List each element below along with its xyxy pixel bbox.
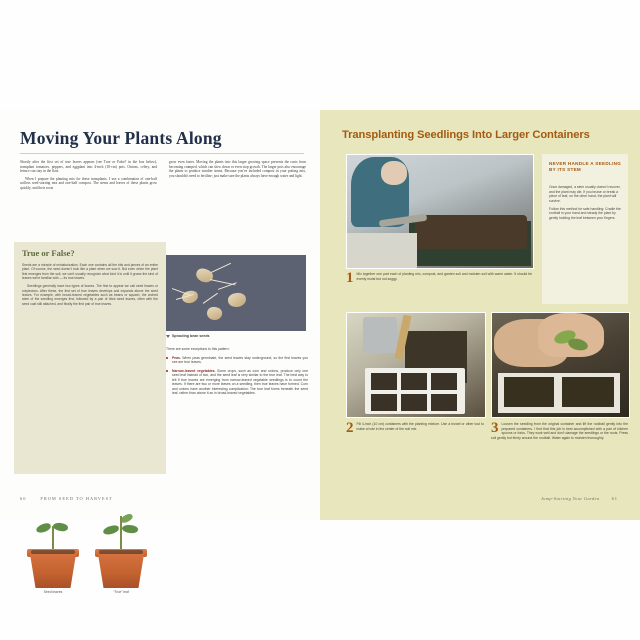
photo-caption [166,334,308,338]
title-divider [20,153,304,154]
leaf-icon [52,521,68,532]
sprouting-bean-seeds-photo [166,255,306,331]
intro-column-2 [169,160,306,220]
cell-soil [401,373,427,390]
list-item [166,369,308,396]
page-number-right: 61 [611,496,618,501]
leaf-icon [102,524,119,535]
bullets-intro: There are some exceptions to this pattern: [166,347,230,351]
photo-filling-containers [346,312,486,418]
step-3 [491,422,628,440]
seedling-illustration [18,502,154,598]
never-handle-note [542,154,628,304]
pot-soil [31,550,75,554]
pot-body [30,554,76,588]
left-page [0,110,320,594]
note-paragraph-1: Once damaged, a stem usually doesn't recover, and the plant may die. If you bruise or break a piece of leaf, on the other hand, the plant will survive. [549,185,621,203]
table-surface [347,233,417,268]
pot-seed-leaves [22,502,84,598]
page-number-left: 60 [20,496,27,501]
leaf-icon [121,524,138,535]
note-heading: NEVER HANDLE A SEEDLING BY ITS STEM [549,161,622,172]
list-item-term: Narrow-leaved vegetables. [172,368,216,373]
intro-columns [20,160,306,220]
pot-soil [99,550,143,554]
leaf-icon [35,522,52,534]
right-footer [541,496,618,501]
sidebar-heading: True or False? [22,248,75,258]
cell-soil [562,377,614,407]
intro-column-1 [20,160,157,220]
sidebar-body [22,263,158,310]
root-shape [211,263,231,273]
step-2-number: 2 [346,420,354,436]
running-head-left: FROM SEED TO HARVEST [40,496,113,501]
photo-mixing-soil [346,154,534,269]
note-paragraph-2: Follow this method for safe handling: Cradle the rootball in your hand and steady the plant by gently holding the leaf between your fingers. [549,206,621,221]
step-1-text: Mix together one part each of planting mix, compost, and garden soil and moisten soil with warm water. It should be evenly moist but not soggy. [356,272,532,281]
left-footer [20,496,113,501]
pot-body [98,554,144,588]
step-3-text: Loosen the seedling from the original container and lift the rootball gently into the prepared containers. I find that this job is best accomplished with a pair of kitchen spoons or forks. They work well and don't damage the seedlings or the roots. Press soil gently but firmly around the rootball. Water again to moisten thoroughly. [491,422,628,440]
cell-soil [504,377,554,407]
bean-seed [206,306,223,322]
list-item-text: Some crops, such as corn and onions, produce only one seed leaf instead of two, and the seed leaf is very similar to the true leaf. The best way to tell if true leaves are emerging from narrow-leaved vegetable seedlings is to count the leaves. If there are two or more leaves on a seedling, then true leaves have formed. Corn and onions have another interesting complication: The true leaf forms beneath the seed leaf, rather than above it as in broad-leaved vegetables. [172,368,309,395]
list-item-term: Peas. [172,355,181,360]
cell-soil [401,394,427,411]
true-or-false-sidebar [14,242,166,474]
cell-soil [371,394,397,411]
right-page [320,110,640,520]
note-body [549,185,623,224]
cell-soil [431,373,457,390]
cell-soil [431,394,457,411]
bean-seed [227,292,246,308]
intro-paragraph-1: Shortly after the first set of true leaves appears (see True or False? in the box below), transplant tomatoes, peppers, and eggplant into 4-inch (10-cm) pots. Onions, celery, and lettuce can stay in the flats. [20,160,157,174]
metal-bucket [363,317,397,353]
step-2 [346,422,484,434]
soil-mound [415,215,527,249]
page-title: Moving Your Plants Along [20,128,222,148]
illustration-label-right: “True” leaf [113,590,129,594]
cell-soil [371,373,397,390]
bean-seed [194,266,215,285]
sidebar-paragraph-1: Seeds are a miracle of miniaturization. Each one contains all the bits and pieces of an entire plant. Of course, the seed doesn't look like a plant when we sow it. But even when the plant first emerges from the soil, we can't usually recognize what kind it is until it grows the kind of leaves we're familiar with — its true leaves. [22,263,158,281]
illustration-label-left: Seed leaves [43,590,63,594]
list-item-text: When peas germinate, the seed leaves stay underground, so the first leaves you see are true leaves. [172,355,308,364]
list-item [166,356,308,365]
sidebar-paragraph-2: Seedlings generally have two types of leaves. The first to appear we call seed leaves or cotyledons. After these, the first set of true leaves develops and expands above the seed leaves. For example, with broad-leaved vegetables such as beans or squash, the arched stem of the seedling emerges first, followed by a pair of thick seed leaves, often with the seed coat still attached, and finally the first pair of true leaves. [22,284,158,306]
photo-caption-text: Sprouting bean seeds [172,334,210,338]
root-shape [203,293,218,304]
exceptions-list [166,347,308,400]
step-2-text: Fill 4-inch (10 cm) containers with the planting mixture. Use a trowel or other tool to make a hole in the center of the soil mix. [356,422,484,431]
step-3-number: 3 [491,420,499,436]
intro-paragraph-3: grow even faster. Moving the plants into this larger growing space prevents the roots from becoming cramped, which can slow down or even stop growth. The larger pots also encourage the plants to produce sturdier stems. Because you've included compost in your potting mix, you shouldn't need to fertilize; just make sure the plants always have enough water and light. [169,160,306,178]
photo-transplanting-seedling [491,312,630,418]
intro-paragraph-2: When I prepare the planting mix for these transplants, I use a combination of one-half soilless seed-starting mix and one-half compost. The stems and leaves of these plants grow quickly, and their roots [20,176,157,190]
triangle-icon [166,335,170,338]
person-hands [381,161,407,185]
section-title: Transplanting Seedlings Into Larger Containers [342,129,590,141]
running-head-right: Jump-Starting Your Garden [540,496,600,501]
pot-true-leaf [90,502,152,598]
step-1-number: 1 [346,270,354,286]
step-1 [346,272,532,284]
